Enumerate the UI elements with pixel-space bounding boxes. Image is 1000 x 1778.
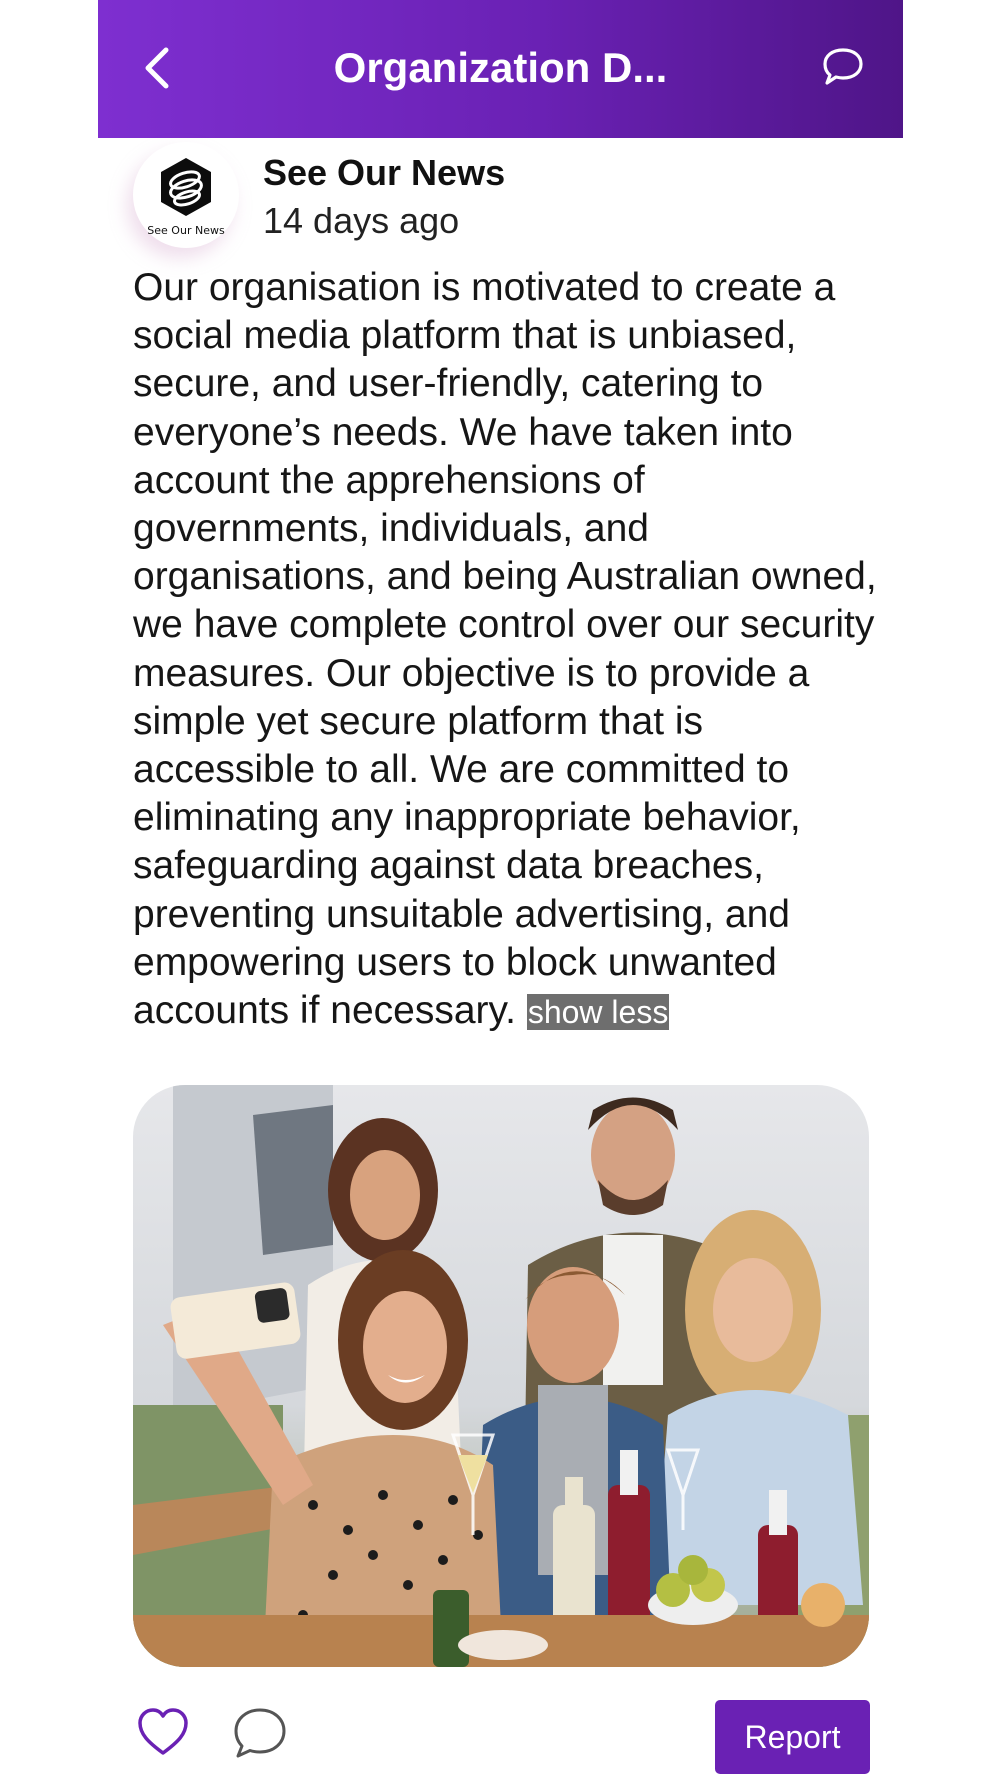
chevron-left-icon [138, 44, 178, 92]
app-screen [98, 0, 903, 1778]
comment-button[interactable] [232, 1706, 288, 1760]
report-button[interactable]: Report [715, 1700, 870, 1774]
top-bar [98, 0, 903, 138]
post-header [98, 138, 903, 258]
comment-icon [232, 1706, 288, 1760]
show-less-link[interactable]: show less [527, 994, 669, 1031]
post-image[interactable] [133, 1085, 869, 1667]
avatar[interactable] [133, 142, 239, 248]
avatar-caption: See Our News [147, 224, 225, 237]
post-body [133, 264, 883, 1036]
post-body-text: Our organisation is motivated to create a social media platform that is unbiased, secure, and user-friendly, catering to everyone’s needs. We have taken into account the apprehensions of governments, individuals, and organisations, and being Australian owned, we have complete control over our security measures. Our objective is to provide a simple yet secure platform that is accessible to all. We are committed to eliminating any inappropriate behavior, safeguarding against data breaches, preventing unsuitable advertising, and empowering users to block unwanted accounts if necessary. [133, 266, 877, 1033]
post-timestamp: 14 days ago [263, 200, 460, 241]
author-name[interactable]: See Our News [263, 152, 506, 193]
post-actions [98, 1690, 903, 1778]
chat-button[interactable] [821, 46, 865, 88]
like-button[interactable] [136, 1706, 190, 1758]
chat-bubble-icon [821, 46, 865, 88]
page-title: Organization D... [333, 44, 668, 91]
group-selfie-photo [133, 1085, 869, 1667]
back-button[interactable] [138, 44, 178, 92]
heart-icon [136, 1706, 190, 1758]
